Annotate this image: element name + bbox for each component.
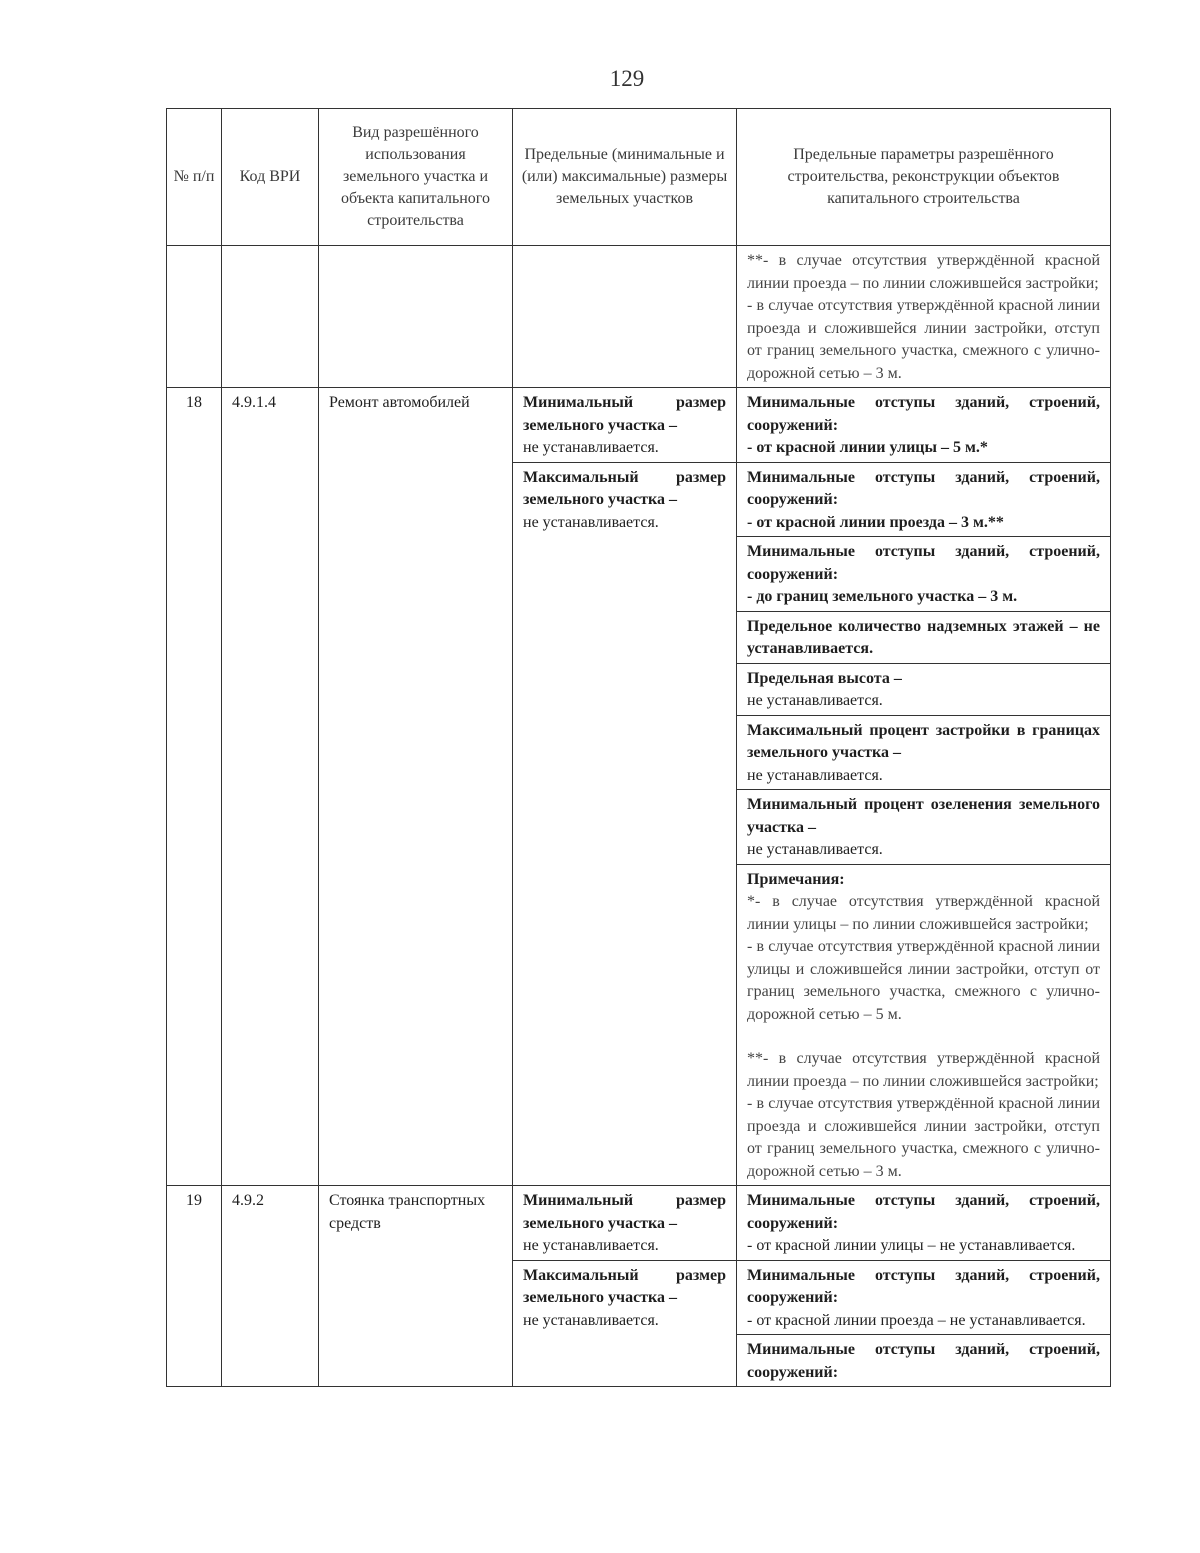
param-cell: Минимальные отступы зданий, строений, сооружений: - от красной линии проезда – не устанавливается. bbox=[737, 1260, 1111, 1335]
row-use: Стоянка транспортных средств bbox=[319, 1186, 513, 1387]
header-num: № п/п bbox=[167, 109, 222, 246]
header-code: Код ВРИ bbox=[222, 109, 319, 246]
row-code: 4.9.2 bbox=[222, 1186, 319, 1387]
notes-cell bbox=[737, 864, 1111, 1186]
note: - в случае отсутствия утверждённой красной линии улицы и сложившейся линии застройки, отступ от границ земельного участка, смежного с улично-дорожной сетью – 5 м. bbox=[747, 938, 1100, 1023]
max-size-cell: Максимальный размер земельного участка – не устанавливается. bbox=[513, 462, 737, 1186]
page-number: 129 bbox=[609, 66, 645, 91]
param-cell: Максимальный процент застройки в границах земельного участка – не устанавливается. bbox=[737, 715, 1111, 790]
note: - в случае отсутствия утверждённой красной линии проезда и сложившейся линии застройки, отступ от границ земельного участка, смежного с улично-дорожной сетью – 3 м. bbox=[747, 297, 1100, 382]
note: *- в случае отсутствия утверждённой красной линии улицы – по линии сложившейся застройки; bbox=[747, 893, 1100, 933]
continuation-notes bbox=[737, 246, 1111, 388]
regulations-table bbox=[166, 108, 1111, 1387]
param-cell: Минимальные отступы зданий, строений, сооружений: - от красной линии проезда – 3 м.** bbox=[737, 462, 1111, 537]
row-number: 18 bbox=[167, 388, 222, 1186]
note: **- в случае отсутствия утверждённой красной линии проезда – по линии сложившейся застройки; bbox=[747, 1050, 1100, 1090]
table-row-19 bbox=[167, 1186, 1111, 1261]
table-row-18 bbox=[167, 388, 1111, 463]
row-code: 4.9.1.4 bbox=[222, 388, 319, 1186]
table-header-row bbox=[167, 109, 1111, 246]
min-size-cell: Минимальный размер земельного участка – не устанавливается. bbox=[513, 1186, 737, 1261]
note: **- в случае отсутствия утверждённой красной линии проезда – по линии сложившейся застройки; bbox=[747, 252, 1100, 292]
note: - в случае отсутствия утверждённой красной линии проезда и сложившейся линии застройки, отступ от границ земельного участка, смежного с улично-дорожной сетью – 3 м. bbox=[747, 1095, 1100, 1180]
param-cell: Предельное количество надземных этажей – не устанавливается. bbox=[737, 611, 1111, 663]
header-use: Вид разрешённого использования земельного участка и объекта капитального строительства bbox=[319, 109, 513, 246]
param-cell: Минимальные отступы зданий, строений, сооружений: - до границ земельного участка – 3 м. bbox=[737, 537, 1111, 612]
param-cell: Минимальные отступы зданий, строений, сооружений: - от красной линии улицы – не устанавливается. bbox=[737, 1186, 1111, 1261]
param-cell: Предельная высота – не устанавливается. bbox=[737, 663, 1111, 715]
header-params: Предельные параметры разрешённого строительства, реконструкции объектов капитального строительства bbox=[737, 109, 1111, 246]
min-size-cell: Минимальный размер земельного участка – не устанавливается. bbox=[513, 388, 737, 463]
param-cell: Минимальные отступы зданий, строений, сооружений: - от красной линии улицы – 5 м.* bbox=[737, 388, 1111, 463]
row-number: 19 bbox=[167, 1186, 222, 1387]
header-size: Предельные (минимальные и (или) максимальные) размеры земельных участков bbox=[513, 109, 737, 246]
param-cell: Минимальные отступы зданий, строений, сооружений: bbox=[737, 1335, 1111, 1387]
notes-title: Примечания: bbox=[747, 870, 845, 888]
continuation-row bbox=[167, 246, 1111, 388]
max-size-cell: Максимальный размер земельного участка – не устанавливается. bbox=[513, 1260, 737, 1387]
row-use: Ремонт автомобилей bbox=[319, 388, 513, 1186]
param-cell: Минимальный процент озеленения земельного участка – не устанавливается. bbox=[737, 790, 1111, 865]
